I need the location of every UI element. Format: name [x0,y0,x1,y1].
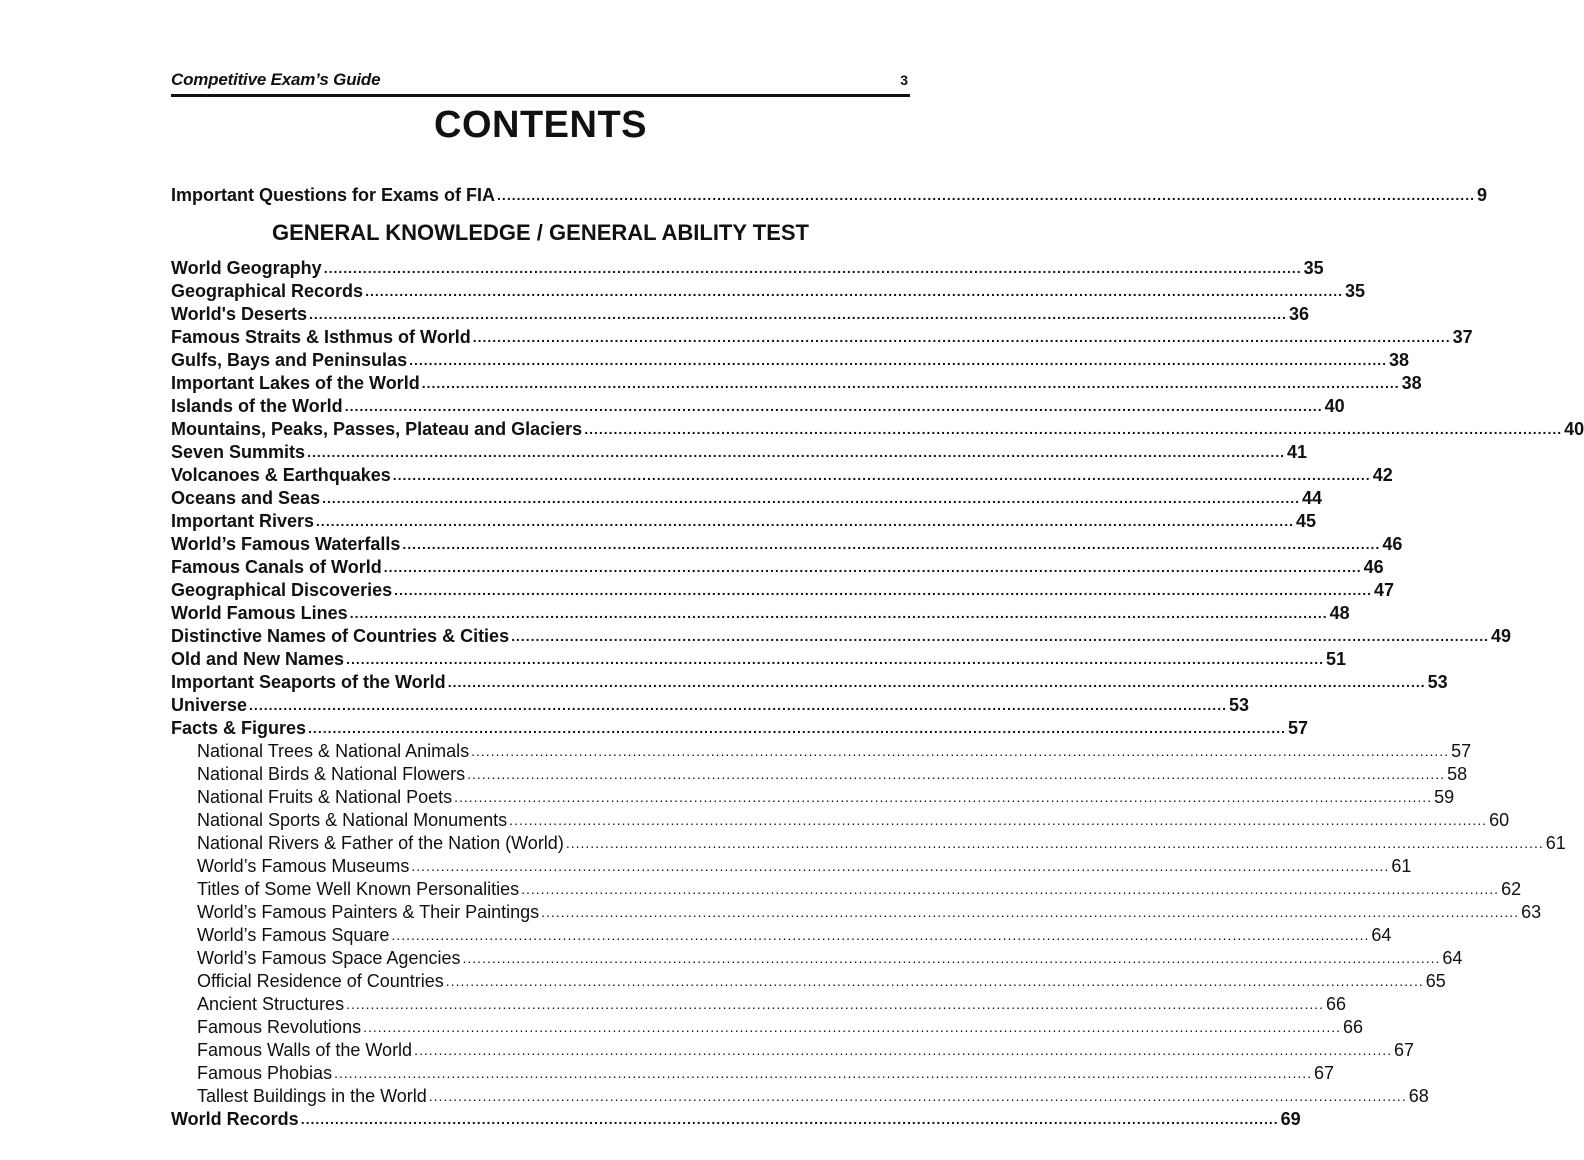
toc-entry-title: Famous Canals of World [171,557,382,577]
toc-subentry [171,901,1542,924]
toc-entry-title: World Records [171,1109,299,1129]
toc-entry-page: 46 [1382,534,1403,554]
toc-leader: ........................................................................................................................................................................................................ [392,467,1371,483]
toc-entry-page: 63 [1521,902,1542,922]
page-number: 3 [900,72,908,88]
toc-entry-page: 40 [1324,396,1345,416]
toc-entry [171,625,1512,648]
toc-entry-page: 35 [1345,281,1366,301]
toc-entry-page: 53 [1427,672,1448,692]
toc-entry-page: 64 [1442,948,1463,968]
toc-leader: ........................................................................................................................................................................................................ [428,1088,1407,1104]
toc-leader: ........................................................................................................................................................................................................ [471,743,1450,759]
toc-entry-title: World’s Famous Waterfalls [171,534,401,554]
toc-entry-page: 42 [1372,465,1393,485]
toc-leader: ........................................................................................................................................................................................................ [462,950,1441,966]
toc-entry-title: Distinctive Names of Countries & Cities [171,626,510,646]
toc-subentry [171,855,1412,878]
toc-entry-page: 9 [1476,185,1487,205]
toc-entry [171,648,1347,671]
toc-leader: ........................................................................................................................................................................................................ [308,720,1286,736]
toc-leader: ........................................................................................................................................................................................................ [307,444,1285,460]
toc-entry-page: 35 [1303,258,1324,278]
toc-entry-page: 37 [1452,327,1473,347]
toc-entry-title: World’s Famous Painters & Their Paintings [197,902,540,922]
toc-entry [171,303,1309,326]
toc-leader: ........................................................................................................................................................................................................ [365,283,1343,299]
toc-leader: ........................................................................................................................................................................................................ [447,674,1426,690]
toc-entry-title: National Rivers & Father of the Nation (World) [197,833,564,853]
toc-subentry [171,1016,1364,1039]
toc-entry-page: 57 [1287,718,1309,738]
toc-entry-page: 48 [1329,603,1350,623]
toc-entry-title: World’s Famous Square [197,925,390,945]
toc-entry-page: 57 [1451,741,1472,761]
toc-leader: ........................................................................................................................................................................................................ [349,605,1328,621]
toc-entry [171,326,1473,349]
toc-subentry [171,832,1566,855]
toc-entry-title: Tallest Buildings in the World [197,1086,427,1106]
toc-entry-page: 64 [1371,925,1392,945]
toc-leader: ........................................................................................................................................................................................................ [383,559,1362,575]
toc-entry [171,257,1324,280]
toc-subentry [171,1039,1415,1062]
toc-leader: ........................................................................................................................................................................................................ [323,260,1302,276]
toc-entry-title: National Fruits & National Poets [197,787,453,807]
toc-subentry [171,740,1472,763]
book-title: Competitive Exam’s Guide [171,70,381,89]
toc-leader: ........................................................................................................................................................................................................ [409,352,1388,368]
toc-entry-title: Geographical Records [171,281,364,301]
section-title: GENERAL KNOWLEDGE / GENERAL ABILITY TEST [271,220,809,245]
toc-entry-title: Official Residence of Countries [197,971,444,991]
toc-entry-title: Important Rivers [171,511,315,531]
toc-entry-title: National Trees & National Animals [197,741,470,761]
toc-leader: ........................................................................................................................................................................................................ [363,1019,1342,1035]
toc-entry-title: Oceans and Seas [171,488,321,508]
toc-entry-title: Important Questions for Exams of FIA [171,185,496,205]
toc-entry-page: 65 [1425,971,1446,991]
toc-leader: ........................................................................................................................................................................................................ [249,697,1227,713]
toc-entry-title: Geographical Discoveries [171,580,393,600]
toc-leader: ........................................................................................................................................................................................................ [309,306,1287,322]
toc-entry-page: 41 [1287,442,1308,462]
toc-entry-title: National Sports & National Monuments [197,810,508,830]
toc-subentry [171,809,1510,832]
toc-leader: ........................................................................................................................................................................................................ [402,536,1381,552]
toc-leader: ........................................................................................................................................................................................................ [414,1042,1393,1058]
toc-entry [171,533,1403,556]
toc-entry-page: 44 [1302,488,1323,508]
toc-entry-title: Islands of the World [171,396,343,416]
toc-entry [171,1108,1301,1131]
toc-leader: ........................................................................................................................................................................................................ [467,766,1446,782]
toc-subentry [171,763,1468,786]
toc-leader: ........................................................................................................................................................................................................ [322,490,1301,506]
toc-entry [171,418,1584,441]
toc-leader: ........................................................................................................................................................................................................ [445,973,1424,989]
toc-subentry [171,1085,1429,1108]
toc-entry [171,280,1366,303]
toc-leader: ........................................................................................................................................................................................................ [509,812,1488,828]
toc-entry-title: Important Lakes of the World [171,373,420,393]
toc-entry-title: Seven Summits [171,442,306,462]
toc-leader: ........................................................................................................................................................................................................ [472,329,1451,345]
toc-entry-title: World Famous Lines [171,603,348,623]
toc-entry-page: 67 [1394,1040,1415,1060]
toc-entry-title: Gulfs, Bays and Peninsulas [171,350,408,370]
toc-subentry [171,947,1463,970]
toc-entry-title: Old and New Names [171,649,345,669]
toc-entry [171,349,1410,372]
toc-subentry [171,878,1522,901]
toc-entry [171,184,1487,207]
toc-entry-title: World Geography [171,258,322,278]
toc-subentry [171,1062,1335,1085]
toc-leader: ........................................................................................................................................................................................................ [411,858,1390,874]
toc-leader: ........................................................................................................................................................................................................ [300,1111,1279,1127]
toc-entry-page: 66 [1343,1017,1364,1037]
toc-subentry [171,786,1455,809]
toc-entry [171,372,1422,395]
contents-title: CONTENTS [434,104,647,146]
toc-entry-title: Universe [171,695,248,715]
toc-entry-page: 69 [1280,1109,1301,1129]
toc-leader: ........................................................................................................................................................................................................ [497,187,1475,203]
toc-entry [171,464,1393,487]
toc-entry-title: Famous Walls of the World [197,1040,413,1060]
running-header [171,70,910,97]
toc-entry-page: 45 [1295,511,1317,531]
toc-entry-page: 67 [1314,1063,1335,1083]
toc-entry-page: 47 [1374,580,1395,600]
toc-entry-title: Titles of Some Well Known Personalities [197,879,520,899]
toc-leader: ........................................................................................................................................................................................................ [521,881,1500,897]
toc-entry-title: Ancient Structures [197,994,345,1014]
toc-entry [171,579,1395,602]
toc-entry-title: Famous Revolutions [197,1017,362,1037]
toc-entry [171,717,1309,740]
toc-entry [171,441,1308,464]
toc-leader: ........................................................................................................................................................................................................ [346,651,1324,667]
toc-entry [171,556,1384,579]
toc-entry-title: Important Seaports of the World [171,672,446,692]
toc-entry-page: 61 [1391,856,1412,876]
toc-entry-title: World’s Famous Museums [197,856,410,876]
toc-entry [171,487,1323,510]
toc-entry [171,510,1317,533]
toc-entry-page: 40 [1564,419,1584,439]
toc-entry-page: 66 [1326,994,1347,1014]
toc-list [171,257,1584,1131]
toc-entry-title: Mountains, Peaks, Passes, Plateau and Glaciers [171,419,583,439]
toc-entry-page: 53 [1228,695,1250,715]
toc-entry-title: Famous Phobias [197,1063,333,1083]
toc-entry-title: Facts & Figures [171,718,307,738]
toc-leader: ........................................................................................................................................................................................................ [421,375,1400,391]
intro-entry [171,184,1487,207]
toc-entry-page: 61 [1545,833,1566,853]
toc-leader: ........................................................................................................................................................................................................ [394,582,1373,598]
toc-entry-title: World’s Famous Space Agencies [197,948,461,968]
toc-entry [171,395,1345,418]
toc-leader: ........................................................................................................................................................................................................ [344,398,1323,414]
toc-entry-page: 60 [1489,810,1510,830]
toc-entry [171,671,1448,694]
toc-entry-page: 68 [1408,1086,1429,1106]
toc-leader: ........................................................................................................................................................................................................ [565,835,1544,851]
toc-entry [171,694,1250,717]
toc-leader: ........................................................................................................................................................................................................ [346,996,1325,1012]
toc-leader: ........................................................................................................................................................................................................ [454,789,1433,805]
toc-subentry [171,970,1446,993]
toc-entry-title: World's Deserts [171,304,307,324]
toc-entry-page: 62 [1501,879,1522,899]
toc-subentry [171,993,1347,1016]
toc-entry-page: 59 [1434,787,1455,807]
toc-entry-page: 58 [1447,764,1468,784]
toc-entry-page: 36 [1288,304,1309,324]
toc-leader: ........................................................................................................................................................................................................ [511,628,1490,644]
toc-entry-page: 38 [1401,373,1422,393]
toc-entry-title: Volcanoes & Earthquakes [171,465,391,485]
toc-leader: ........................................................................................................................................................................................................ [391,927,1370,943]
toc-subentry [171,924,1392,947]
toc-leader: ........................................................................................................................................................................................................ [334,1065,1313,1081]
toc-entry-title: Famous Straits & Isthmus of World [171,327,471,347]
toc-entry-page: 38 [1389,350,1410,370]
toc-entry-page: 46 [1363,557,1384,577]
toc-leader: ........................................................................................................................................................................................................ [541,904,1520,920]
toc-entry-page: 51 [1326,649,1347,669]
toc-entry [171,602,1350,625]
toc-leader: ........................................................................................................................................................................................................ [584,421,1563,437]
toc-leader: ........................................................................................................................................................................................................ [316,513,1294,529]
toc-entry-page: 49 [1491,626,1512,646]
toc-entry-title: National Birds & National Flowers [197,764,466,784]
